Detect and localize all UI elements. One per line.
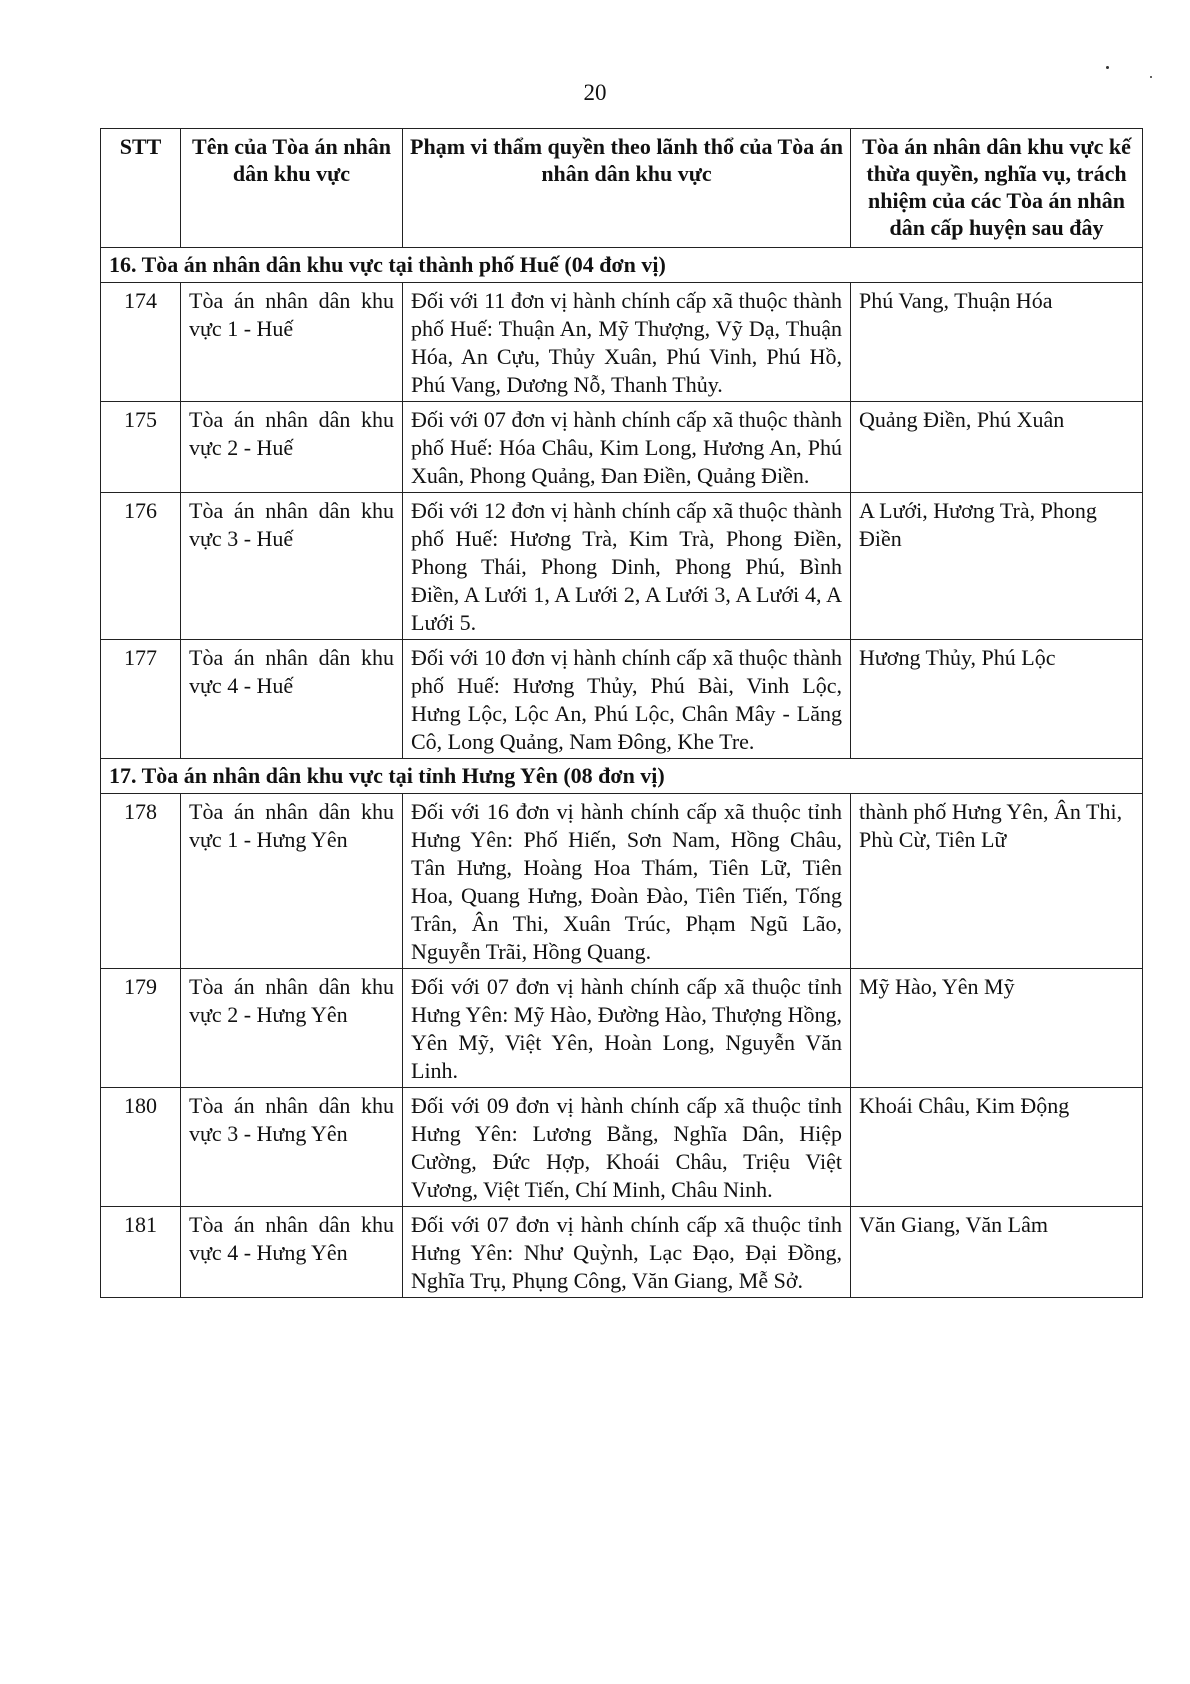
section-title: 16. Tòa án nhân dân khu vực tại thành phố Huế (04 đơn vị): [101, 248, 1143, 283]
row-stt: 175: [101, 402, 181, 493]
row-stt: 179: [101, 969, 181, 1088]
row-stt: 181: [101, 1207, 181, 1298]
row-court-name: Tòa án nhân dân khu vực 4 - Huế: [181, 640, 403, 759]
row-stt: 178: [101, 794, 181, 969]
row-court-name: Tòa án nhân dân khu vực 1 - Huế: [181, 283, 403, 402]
row-scope: Đối với 07 đơn vị hành chính cấp xã thuộc thành phố Huế: Hóa Châu, Kim Long, Hương An, Phú Xuân, Phong Quảng, Đan Điền, Quảng Điền.: [403, 402, 851, 493]
scan-speck: [1150, 76, 1152, 78]
header-stt: STT: [101, 129, 181, 248]
table-row: [101, 1088, 1143, 1207]
table-row: [101, 283, 1143, 402]
scan-speck: [1106, 66, 1109, 69]
header-court-name: Tên của Tòa án nhân dân khu vực: [181, 129, 403, 248]
row-successor: Văn Giang, Văn Lâm: [851, 1207, 1143, 1298]
row-court-name: Tòa án nhân dân khu vực 3 - Hưng Yên: [181, 1088, 403, 1207]
row-court-name: Tòa án nhân dân khu vực 3 - Huế: [181, 493, 403, 640]
row-scope: Đối với 09 đơn vị hành chính cấp xã thuộc tỉnh Hưng Yên: Lương Bằng, Nghĩa Dân, Hiệp Cường, Đức Hợp, Khoái Châu, Triệu Việt Vương, Việt Tiến, Chí Minh, Châu Ninh.: [403, 1088, 851, 1207]
row-stt: 176: [101, 493, 181, 640]
row-scope: Đối với 16 đơn vị hành chính cấp xã thuộc tỉnh Hưng Yên: Phố Hiến, Sơn Nam, Hồng Châu, Tân Hưng, Hoàng Hoa Thám, Tiên Lữ, Tiên Hoa, Quang Hưng, Đoàn Đào, Tiên Tiến, Tống Trân, Ân Thi, Xuân Trúc, Phạm Ngũ Lão, Nguyễn Trãi, Hồng Quang.: [403, 794, 851, 969]
section-row: [101, 248, 1143, 283]
row-successor: thành phố Hưng Yên, Ân Thi, Phù Cừ, Tiên Lữ: [851, 794, 1143, 969]
row-successor: Quảng Điền, Phú Xuân: [851, 402, 1143, 493]
row-stt: 180: [101, 1088, 181, 1207]
table-row: [101, 969, 1143, 1088]
row-successor: A Lưới, Hương Trà, Phong Điền: [851, 493, 1143, 640]
header-successor: Tòa án nhân dân khu vực kế thừa quyền, nghĩa vụ, trách nhiệm của các Tòa án nhân dân cấp huyện sau đây: [851, 129, 1143, 248]
row-court-name: Tòa án nhân dân khu vực 2 - Huế: [181, 402, 403, 493]
row-scope: Đối với 12 đơn vị hành chính cấp xã thuộc thành phố Huế: Hương Trà, Kim Trà, Phong Điền, Phong Thái, Phong Dinh, Phong Phú, Bình Điền, A Lưới 1, A Lưới 2, A Lưới 3, A Lưới 4, A Lưới 5.: [403, 493, 851, 640]
section-row: [101, 759, 1143, 794]
table-header-row: [101, 129, 1143, 248]
row-court-name: Tòa án nhân dân khu vực 1 - Hưng Yên: [181, 794, 403, 969]
page-number: 20: [583, 80, 607, 105]
table-row: [101, 640, 1143, 759]
court-table: [100, 128, 1143, 1298]
row-successor: Mỹ Hào, Yên Mỹ: [851, 969, 1143, 1088]
row-court-name: Tòa án nhân dân khu vực 2 - Hưng Yên: [181, 969, 403, 1088]
row-scope: Đối với 07 đơn vị hành chính cấp xã thuộc tỉnh Hưng Yên: Mỹ Hào, Đường Hào, Thượng Hồng, Yên Mỹ, Việt Yên, Hoàn Long, Nguyễn Văn Linh.: [403, 969, 851, 1088]
table-row: [101, 493, 1143, 640]
row-stt: 177: [101, 640, 181, 759]
row-scope: Đối với 10 đơn vị hành chính cấp xã thuộc thành phố Huế: Hương Thủy, Phú Bài, Vinh Lộc, Hưng Lộc, Lộc An, Phú Lộc, Chân Mây - Lăng Cô, Long Quảng, Nam Đông, Khe Tre.: [403, 640, 851, 759]
row-stt: 174: [101, 283, 181, 402]
row-court-name: Tòa án nhân dân khu vực 4 - Hưng Yên: [181, 1207, 403, 1298]
table-row: [101, 402, 1143, 493]
row-scope: Đối với 11 đơn vị hành chính cấp xã thuộc thành phố Huế: Thuận An, Mỹ Thượng, Vỹ Dạ, Thuận Hóa, An Cựu, Thủy Xuân, Phú Vinh, Phú Hồ, Phú Vang, Dương Nỗ, Thanh Thủy.: [403, 283, 851, 402]
header-scope: Phạm vi thẩm quyền theo lãnh thổ của Tòa án nhân dân khu vực: [403, 129, 851, 248]
row-successor: Phú Vang, Thuận Hóa: [851, 283, 1143, 402]
table-row: [101, 1207, 1143, 1298]
row-successor: Khoái Châu, Kim Động: [851, 1088, 1143, 1207]
table-row: [101, 794, 1143, 969]
row-scope: Đối với 07 đơn vị hành chính cấp xã thuộc tỉnh Hưng Yên: Như Quỳnh, Lạc Đạo, Đại Đồng, Nghĩa Trụ, Phụng Công, Văn Giang, Mễ Sở.: [403, 1207, 851, 1298]
row-successor: Hương Thủy, Phú Lộc: [851, 640, 1143, 759]
section-title: 17. Tòa án nhân dân khu vực tại tỉnh Hưng Yên (08 đơn vị): [101, 759, 1143, 794]
